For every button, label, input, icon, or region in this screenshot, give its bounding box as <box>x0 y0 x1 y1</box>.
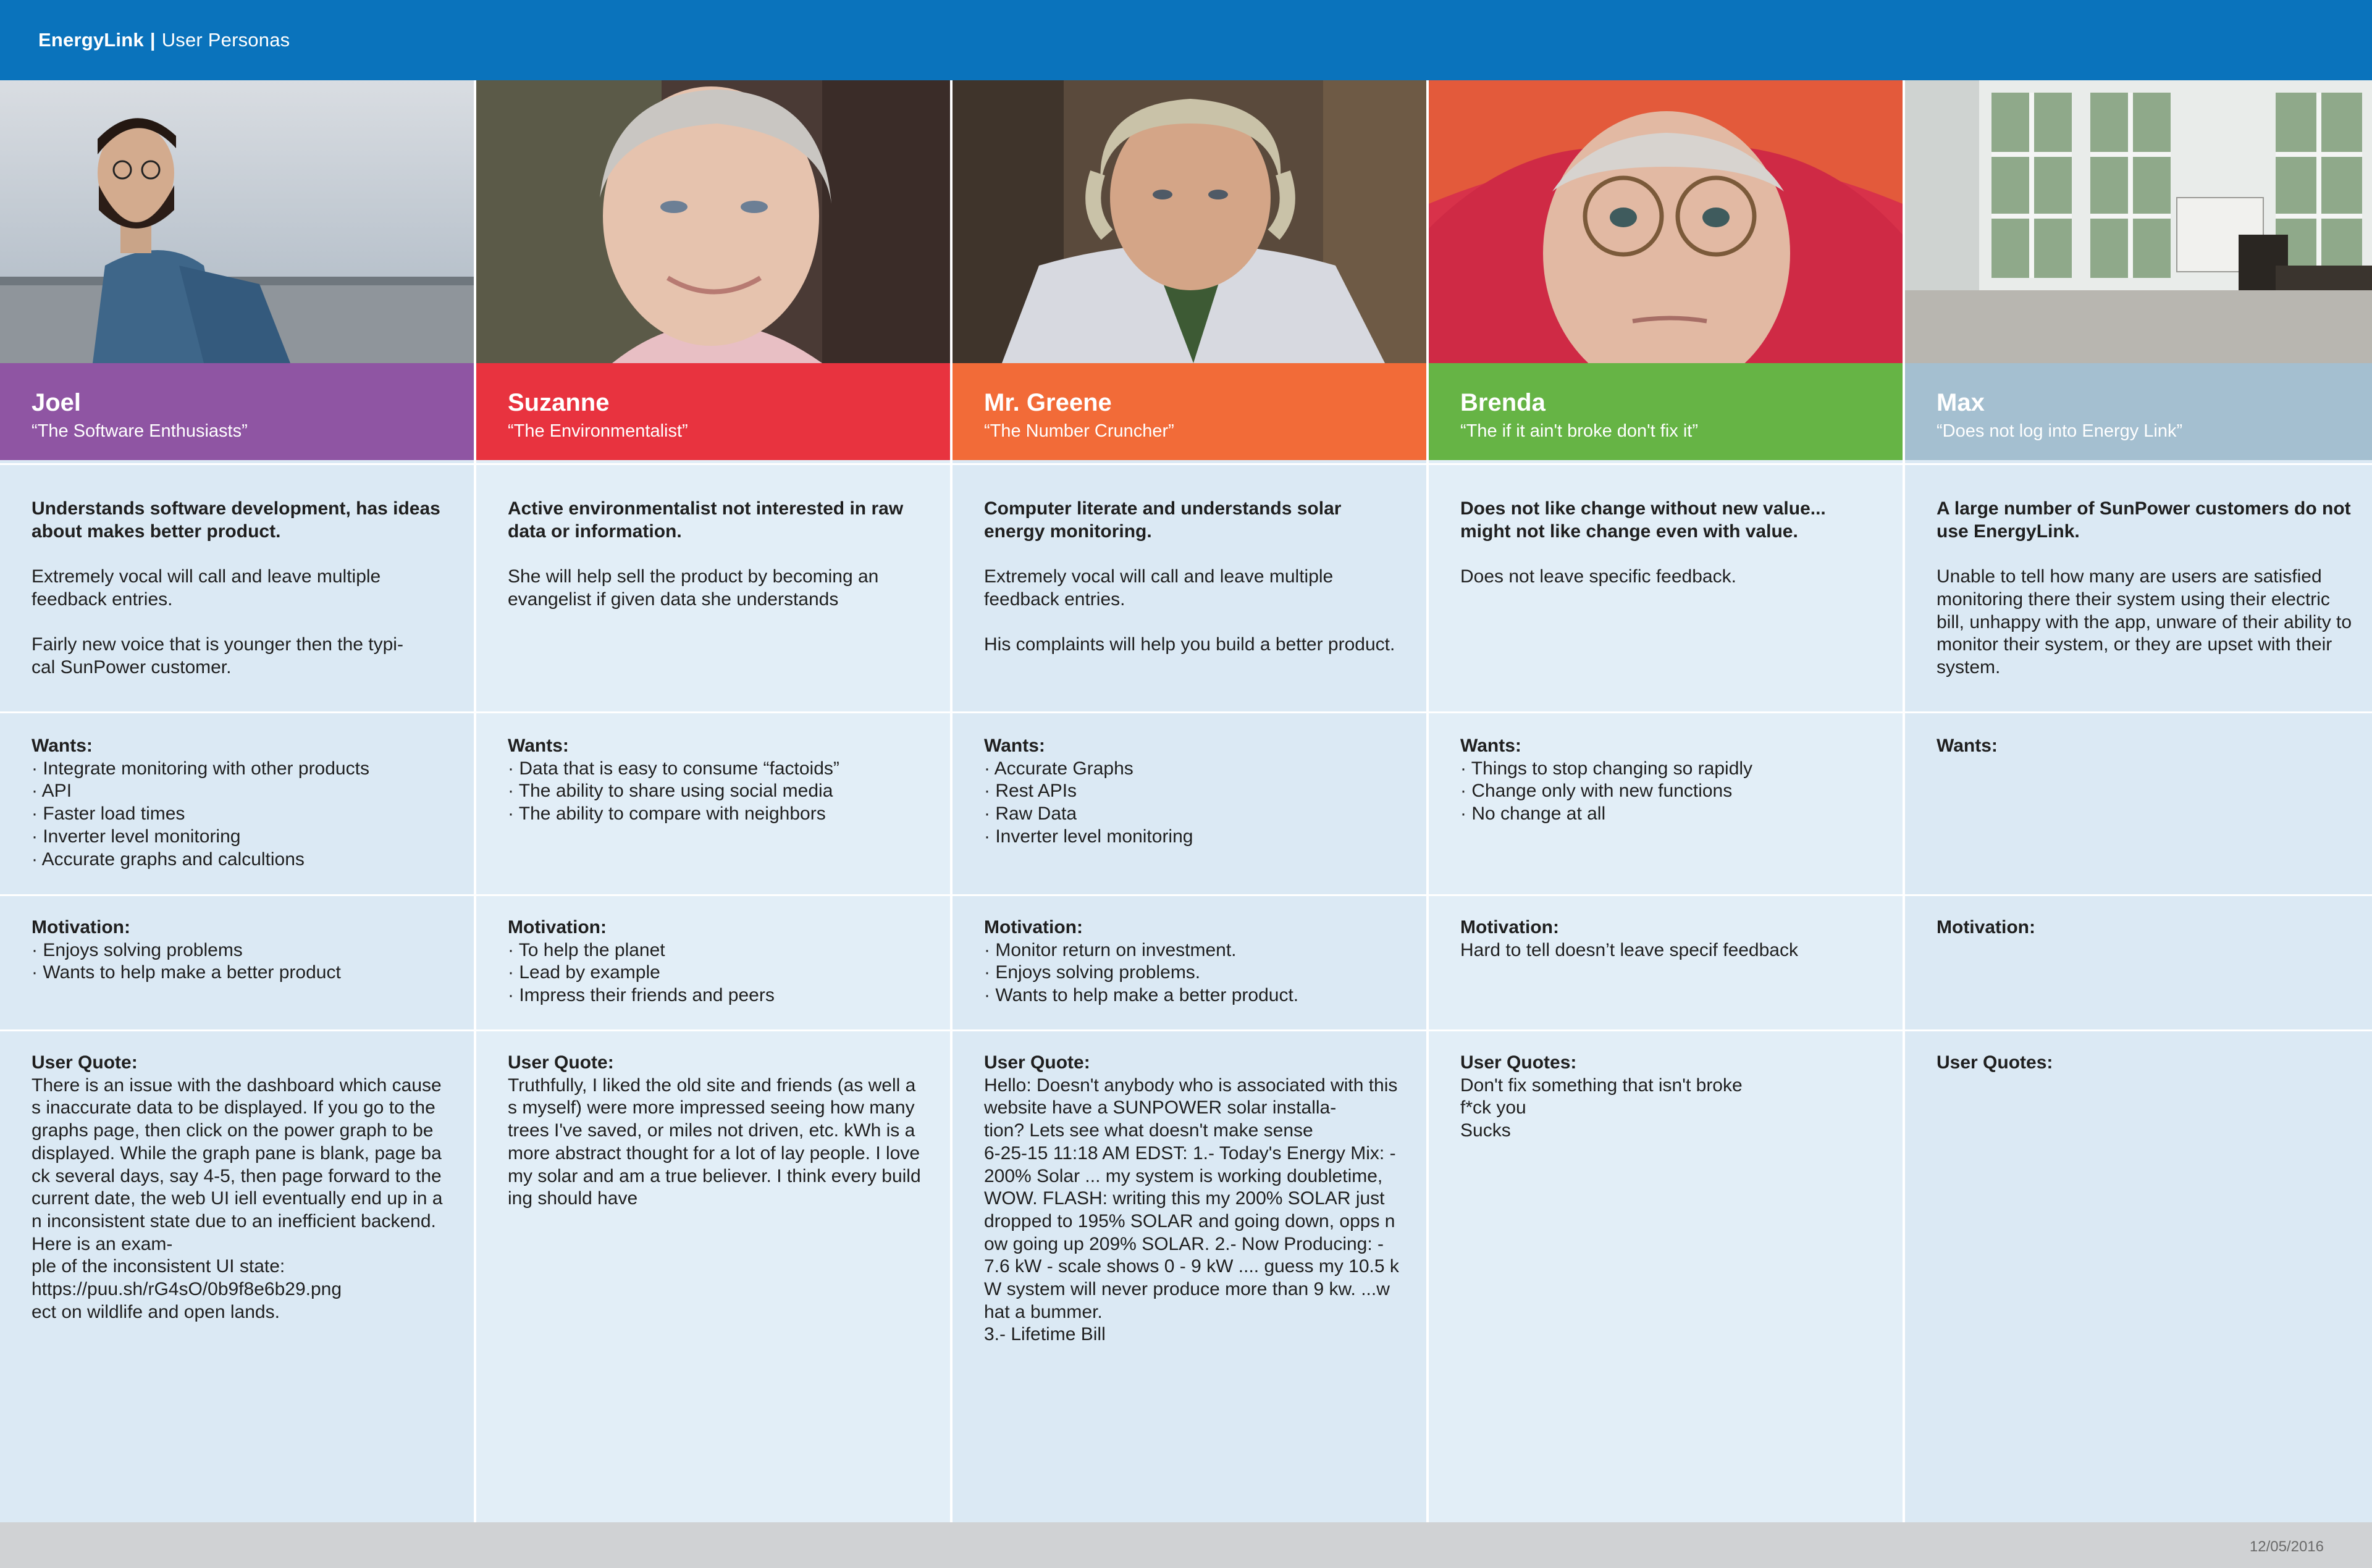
persona-column-joel <box>0 80 474 1522</box>
persona-description <box>953 498 1426 656</box>
footer-date: 12/05/2016 <box>2249 1538 2324 1555</box>
motivation-item: · Wants to help make a better product <box>32 962 341 983</box>
persona-banner-mr-greene <box>953 363 1426 460</box>
persona-quote <box>476 1052 950 1210</box>
page-footer <box>0 1522 2372 1568</box>
motivation-item: · Monitor return on investment. <box>984 939 1237 960</box>
brand-name: EnergyLink <box>38 29 144 51</box>
motivation-item: · To help the planet <box>508 939 665 960</box>
persona-banner-brenda <box>1429 363 1903 460</box>
persona-column-mr-greene <box>953 80 1426 1522</box>
description-summary: Computer literate and understands solar energy monitoring. <box>984 498 1342 542</box>
persona-wants <box>1429 735 1903 826</box>
section-name: User Personas <box>161 29 290 51</box>
description-summary: A large number of SunPower customers do not use EnergyLink. <box>1937 498 2351 542</box>
motivation-item: Hard to tell doesn’t leave specif feedback <box>1460 939 1798 960</box>
persona-motivation <box>953 916 1426 1007</box>
description-summary: Does not like change without new value... might not like change even with value. <box>1460 498 1826 542</box>
motivation-item: · Lead by example <box>508 962 660 983</box>
photo-smiling-older-woman <box>476 80 950 363</box>
quote-text: Hello: Doesn't anybody who is associated with this website have a SUNPOWER solar installa- tion? Lets see what doesn't make sense 6-25-15 11:18 AM EDST: 1.- Today's Energy Mix: - 200% Solar ... my system is working doubletime, WOW. FLASH: writing this my 200% SOLAR just dropped to 195% SOLAR and going down, opps now going up 209% SOLAR. 2.- Now Producing: - 7.6 kW - scale shows 0 - 9 kW .... guess my 10.5 kW system will never produce more than 9 kw. ...what a bummer. 3.- Lifetime Bill <box>984 1075 1399 1345</box>
persona-column-max <box>1905 80 2372 1522</box>
persona-photo-suzanne <box>476 80 950 363</box>
motivation-label: Motivation: <box>1460 917 1559 937</box>
wants-item: · Data that is easy to consume “factoids” <box>508 758 839 779</box>
quote-text: There is an issue with the dashboard which causes inaccurate data to be displayed. If you go to the graphs page, then click on the power graph to be displayed. While the graph pane is blank, page back several days, say 4-5, then page forward to the current date, the web UI iell eventually end up in an inconsistent state due to an inefficient backend. Here is an exam- ple of the inconsistent UI state: https://puu.sh/rG4sO/0b9f8e6b29.png ect on wildlife and open lands. <box>32 1075 443 1322</box>
quote-text: Truthfully, I liked the old site and friends (as well as myself) were more impressed seeing how many trees I've saved, or miles not driven, etc. kWh is a more abstract thought for a lot of lay people. I love my solar and am a true believer. I think every building should have <box>508 1075 921 1209</box>
photo-older-woman-red-hat-glasses <box>1429 80 1903 363</box>
persona-description <box>476 498 950 611</box>
description-text: Does not leave specific feedback. <box>1460 566 1736 587</box>
wants-item: · Accurate graphs and calcultions <box>32 849 305 870</box>
description-text: Fairly new voice that is younger then the typi- cal SunPower customer. <box>32 634 403 677</box>
persona-quote <box>1905 1052 2372 1075</box>
persona-name: Max <box>1937 389 1985 416</box>
photo-man-reading-newspaper <box>1905 80 2372 363</box>
persona-tagline: “The if it ain't broke don't fix it” <box>1460 421 1699 441</box>
motivation-item: · Enjoys solving problems <box>32 939 243 960</box>
wants-label: Wants: <box>1937 736 1998 756</box>
wants-item: · Things to stop changing so rapidly <box>1460 758 1753 779</box>
header-separator: | <box>149 29 156 51</box>
wants-label: Wants: <box>508 736 569 756</box>
quote-label: User Quote: <box>32 1052 138 1073</box>
quote-label: User Quotes: <box>1460 1052 1577 1073</box>
motivation-label: Motivation: <box>1937 917 2035 937</box>
persona-tagline: “The Software Enthusiasts” <box>32 421 248 441</box>
motivation-item: · Impress their friends and peers <box>508 985 775 1006</box>
description-text: Unable to tell how many are users are satisfied monitoring there their system using their electric bill, unhappy with the app, unware of their ability to monitor their system, or they are upset with their system. <box>1937 566 2352 677</box>
persona-quote <box>0 1052 474 1323</box>
wants-item: · The ability to share using social media <box>508 781 833 802</box>
persona-tagline: “The Environmentalist” <box>508 421 688 441</box>
wants-item: · Integrate monitoring with other products <box>32 758 369 779</box>
description-text: Extremely vocal will call and leave multiple feedback entries. <box>32 566 381 610</box>
persona-wants <box>1905 735 2372 758</box>
persona-quote <box>953 1052 1426 1346</box>
persona-tagline: “Does not log into Energy Link” <box>1937 421 2183 441</box>
description-text: She will help sell the product by becoming an evangelist if given data she understands <box>508 566 879 610</box>
motivation-item: · Wants to help make a better product. <box>984 985 1299 1006</box>
persona-description <box>0 498 474 679</box>
description-text: Extremely vocal will call and leave multiple feedback entries. <box>984 566 1334 610</box>
persona-photo-mr-greene <box>953 80 1426 363</box>
wants-item: · The ability to compare with neighbors <box>508 803 826 824</box>
wants-item: · Raw Data <box>984 803 1077 824</box>
persona-column-brenda <box>1429 80 1903 1522</box>
wants-item: · API <box>32 781 72 802</box>
persona-name: Mr. Greene <box>984 389 1112 416</box>
persona-wants <box>953 735 1426 849</box>
persona-quote <box>1429 1052 1903 1142</box>
photo-bearded-man-denim-shirt <box>0 80 474 363</box>
persona-photo-max <box>1905 80 2372 363</box>
quote-text: Don't fix something that isn't broke f*ck you Sucks <box>1460 1075 1743 1141</box>
persona-motivation <box>0 916 474 984</box>
quote-label: User Quote: <box>508 1052 614 1073</box>
persona-banner-suzanne <box>476 363 950 460</box>
description-summary: Understands software development, has ideas about makes better product. <box>32 498 440 542</box>
quote-label: User Quotes: <box>1937 1052 2053 1073</box>
persona-tagline: “The Number Cruncher” <box>984 421 1174 441</box>
persona-motivation <box>1905 916 2372 939</box>
persona-description <box>1429 498 1903 589</box>
wants-item: · Accurate Graphs <box>984 758 1133 779</box>
motivation-label: Motivation: <box>32 917 130 937</box>
wants-item: · Change only with new functions <box>1460 781 1733 802</box>
persona-column-suzanne <box>476 80 950 1522</box>
persona-description <box>1905 498 2372 679</box>
wants-label: Wants: <box>32 736 93 756</box>
persona-motivation <box>1429 916 1903 962</box>
wants-item: · Inverter level monitoring <box>32 826 241 847</box>
motivation-item: · Enjoys solving problems. <box>984 962 1201 983</box>
persona-name: Brenda <box>1460 389 1546 416</box>
persona-banner-joel <box>0 363 474 460</box>
wants-label: Wants: <box>984 736 1045 756</box>
persona-name: Joel <box>32 389 82 416</box>
persona-motivation <box>476 916 950 1007</box>
persona-photo-brenda <box>1429 80 1903 363</box>
persona-grid <box>0 80 2372 1522</box>
page-header <box>0 0 2372 80</box>
description-summary: Active environmentalist not interested in raw data or information. <box>508 498 904 542</box>
header-title <box>38 29 290 51</box>
persona-wants <box>476 735 950 826</box>
motivation-label: Motivation: <box>508 917 607 937</box>
wants-item: · Faster load times <box>32 803 185 824</box>
wants-item: · No change at all <box>1460 803 1606 824</box>
wants-item: · Inverter level monitoring <box>984 826 1193 847</box>
persona-banner-max <box>1905 363 2372 460</box>
description-text: His complaints will help you build a better product. <box>984 634 1395 655</box>
wants-label: Wants: <box>1460 736 1521 756</box>
persona-wants <box>0 735 474 871</box>
quote-label: User Quote: <box>984 1052 1090 1073</box>
wants-item: · Rest APIs <box>984 781 1077 802</box>
motivation-label: Motivation: <box>984 917 1083 937</box>
persona-name: Suzanne <box>508 389 610 416</box>
photo-man-plaid-shirt-tie <box>953 80 1426 363</box>
persona-photo-joel <box>0 80 474 363</box>
